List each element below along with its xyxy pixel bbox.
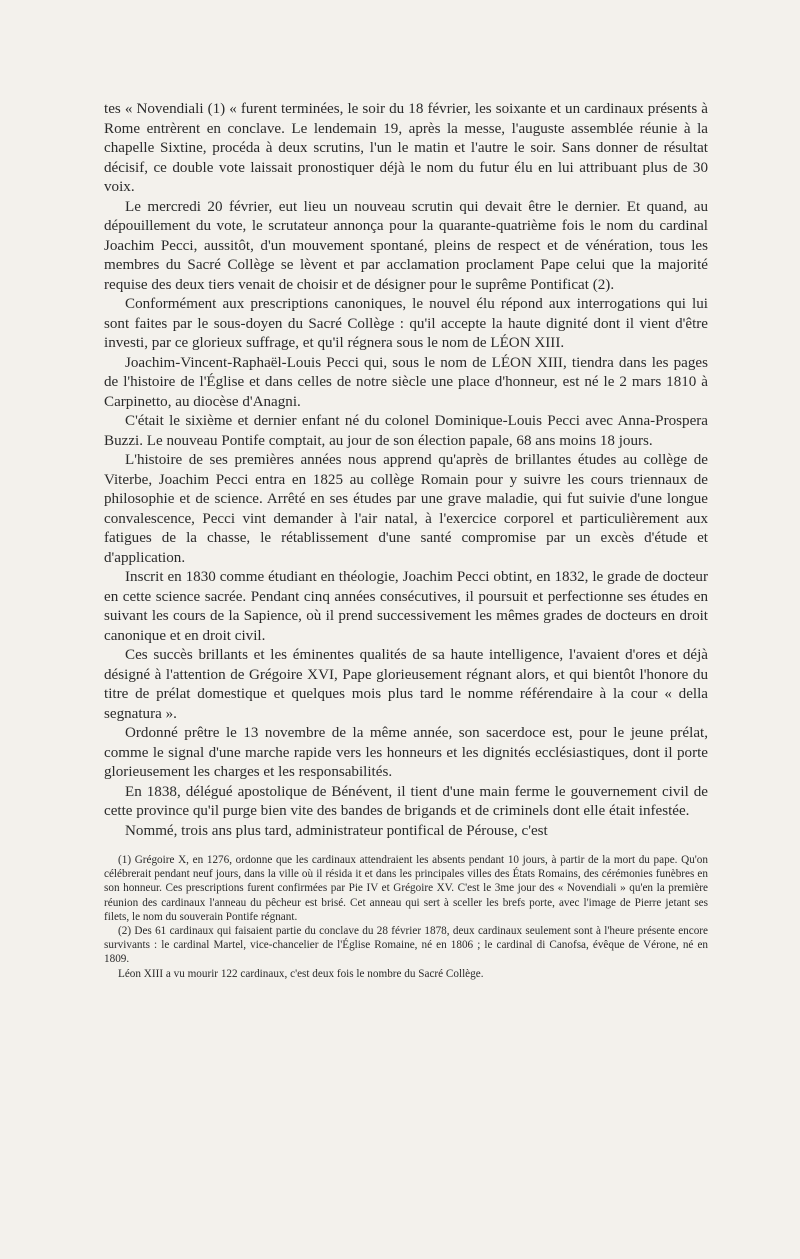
document-page — [104, 100, 708, 981]
paragraph: En 1838, délégué apostolique de Bénévent, il tient d'une main ferme le gouvernement civil de cette province qu'il purge bien vite des bandes de brigands et de criminels dont elle était infestée. — [104, 783, 708, 819]
paragraph: C'était le sixième et dernier enfant né du colonel Dominique-Louis Pecci avec Anna-Prospera Buzzi. Le nouveau Pontife comptait, au jour de son élection papale, 68 ans moins 18 jours. — [104, 413, 708, 449]
footnote: (2) Des 61 cardinaux qui faisaient partie du conclave du 28 février 1878, deux cardinaux seulement sont à l'heure présente encore survivants : le cardinal Martel, vice-chancelier de l'Église Romaine, né en 1806 ; le cardinal di Canofsa, évêque de Vérone, né en 1809. — [104, 925, 708, 966]
footnote: (1) Grégoire X, en 1276, ordonne que les cardinaux attendraient les absents pendant 10 jours, à partir de la mort du pape. Qu'on célébrerait pendant neuf jours, dans la ville où il résida it et dans les principales villes des États Romains, des cérémonies funèbres en son honneur. Ces prescriptions furent confirmées par Pie IV et Grégoire XV. C'est le 3me jour des « Novendiali » qu'en la première réunion des cardinaux l'anneau du pêcheur est brisé. Cet anneau qui sert à sceller les brefs porte, avec l'image de Pierre jetant ses filets, le nom du souverain Pontife régnant. — [104, 854, 708, 923]
paragraph: Inscrit en 1830 comme étudiant en théologie, Joachim Pecci obtint, en 1832, le grade de docteur en cette science sacrée. Pendant cinq années consécutives, il poursuit et perfectionne ses études en suivant les cours de la Sapience, où il prend successivement les mêmes grades de docteurs en droit canonique et en droit civil. — [104, 569, 708, 644]
paragraph: Joachim-Vincent-Raphaël-Louis Pecci qui, sous le nom de LÉON XIII, tiendra dans les pages de l'histoire de l'Église et dans celles de notre siècle une place d'honneur, est né le 2 mars 1810 à Carpinetto, au diocèse d'Anagni. — [104, 354, 708, 410]
paragraph: Ces succès brillants et les éminentes qualités de sa haute intelligence, l'avaient d'ores et déjà désigné à l'attention de Grégoire XVI, Pape glorieusement régnant alors, et qui bientôt l'honore du titre de prélat domestique et quelques mois plus tard le nomme référendaire à la cour « della segnatura ». — [104, 647, 708, 722]
paragraph: Conformément aux prescriptions canoniques, le nouvel élu répond aux interrogations qui lui sont faites par le sous-doyen du Sacré Collège : qu'il accepte la haute dignité dont il vient d'être investi, par ce glorieux suffrage, et qu'il régnera sous le nom de LÉON XIII. — [104, 296, 708, 351]
footnotes — [104, 853, 708, 981]
paragraph: Nommé, trois ans plus tard, administrateur pontifical de Pérouse, c'est — [125, 822, 548, 839]
paragraph: tes « Novendiali (1) « furent terminées, le soir du 18 février, les soixante et un cardinaux présents à Rome entrèrent en conclave. Le lendemain 19, après la messe, l'auguste assemblée réunie à la chapelle Sixtine, procéda à deux scrutins, l'un le matin et l'autre le soir. Sans donner de résultat décisif, ce double vote laissait pronostiquer déjà le nom du futur élu en lui attribuant plus de 30 voix. — [104, 101, 708, 195]
footnote: Léon XIII a vu mourir 122 cardinaux, c'est deux fois le nombre du Sacré Collège. — [118, 967, 484, 980]
body-text — [104, 100, 708, 841]
paragraph: Ordonné prêtre le 13 novembre de la même année, son sacerdoce est, pour le jeune prélat, comme le signal d'une marche rapide vers les honneurs et les dignités ecclésiastiques, dont il porte glorieusement les charges et les responsabilités. — [104, 725, 708, 780]
paragraph: Le mercredi 20 février, eut lieu un nouveau scrutin qui devait être le dernier. Et quand, au dépouillement du vote, le scrutateur annonça pour la quarante-quatrième fois le nom du cardinal Joachim Pecci, aussitôt, d'un mouvement spontané, pleins de respect et de vénération, tous les membres du Sacré Collège se lèvent et par acclamation proclament Pape celui que la majorité requise des deux tiers venait de choisir et de désigner pour le suprême Pontificat (2). — [104, 198, 708, 293]
paragraph: L'histoire de ses premières années nous apprend qu'après de brillantes études au collège de Viterbe, Joachim Pecci entra en 1825 au collège Romain pour y suivre les cours triennaux de philosophie et de science. Arrêté en ses études par une grave maladie, qui fut suivie d'une longue convalescence, Pecci vint demander à l'air natal, à l'exercice corporel et particulièrement aux fatigues de la chasse, le rétablissement d'une santé compromise par un excès d'étude et d'application. — [104, 452, 708, 566]
